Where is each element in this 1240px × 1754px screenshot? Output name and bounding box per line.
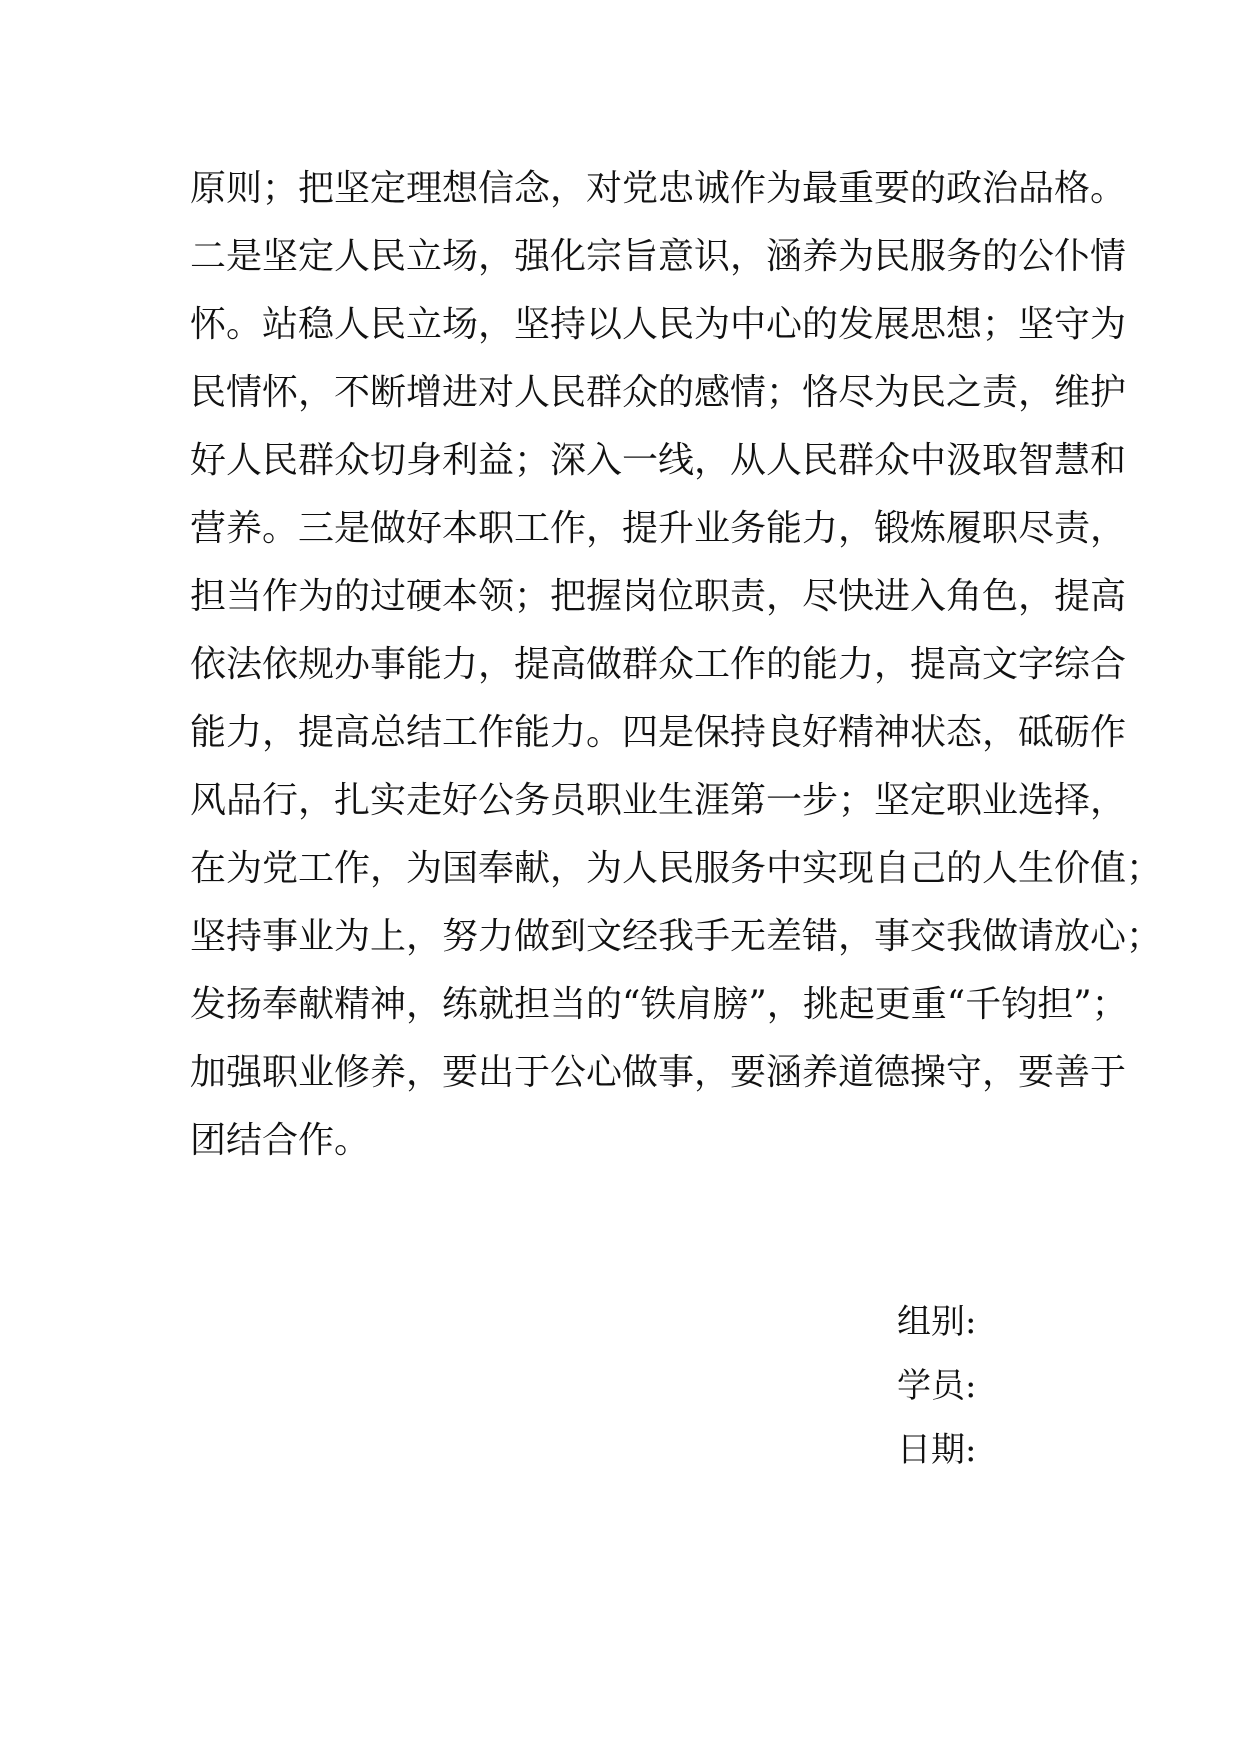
signature-block bbox=[897, 1290, 1117, 1482]
text-line: 发扬奉献精神，练就担当的“铁肩膀”，挑起更重“千钧担”； bbox=[190, 984, 1128, 1025]
text-line: 原则；把坚定理想信念，对党忠诚作为最重要的政治品格。 bbox=[190, 168, 1127, 209]
text-line: 依法依规办事能力，提高做群众工作的能力，提高文字综合 bbox=[190, 644, 1127, 685]
text-line: 加强职业修养，要出于公心做事，要涵养道德操守，要善于 bbox=[190, 1052, 1127, 1093]
student-label: 学员: bbox=[897, 1366, 977, 1406]
group-label: 组别: bbox=[897, 1302, 977, 1342]
body-paragraph bbox=[190, 155, 1163, 1175]
text-line: 营养。三是做好本职工作，提升业务能力，锻炼履职尽责， bbox=[190, 508, 1127, 549]
text-line: 坚持事业为上，努力做到文经我手无差错，事交我做请放心； bbox=[190, 916, 1163, 957]
text-line: 担当作为的过硬本领；把握岗位职责，尽快进入角色，提高 bbox=[190, 576, 1127, 617]
text-line: 能力，提高总结工作能力。四是保持良好精神状态，砥砺作 bbox=[190, 712, 1127, 753]
text-line: 团结合作。 bbox=[190, 1120, 371, 1161]
text-line: 二是坚定人民立场，强化宗旨意识，涵养为民服务的公仆情 bbox=[190, 236, 1127, 277]
text-line: 在为党工作，为国奉献，为人民服务中实现自己的人生价值； bbox=[190, 848, 1163, 889]
text-line: 好人民群众切身利益；深入一线，从人民群众中汲取智慧和 bbox=[190, 440, 1127, 481]
text-line: 民情怀，不断增进对人民群众的感情；恪尽为民之责，维护 bbox=[190, 372, 1127, 413]
text-line: 风品行，扎实走好公务员职业生涯第一步；坚定职业选择， bbox=[190, 780, 1127, 821]
date-label: 日期: bbox=[897, 1430, 977, 1470]
text-line: 怀。站稳人民立场，坚持以人民为中心的发展思想；坚守为 bbox=[190, 304, 1127, 345]
